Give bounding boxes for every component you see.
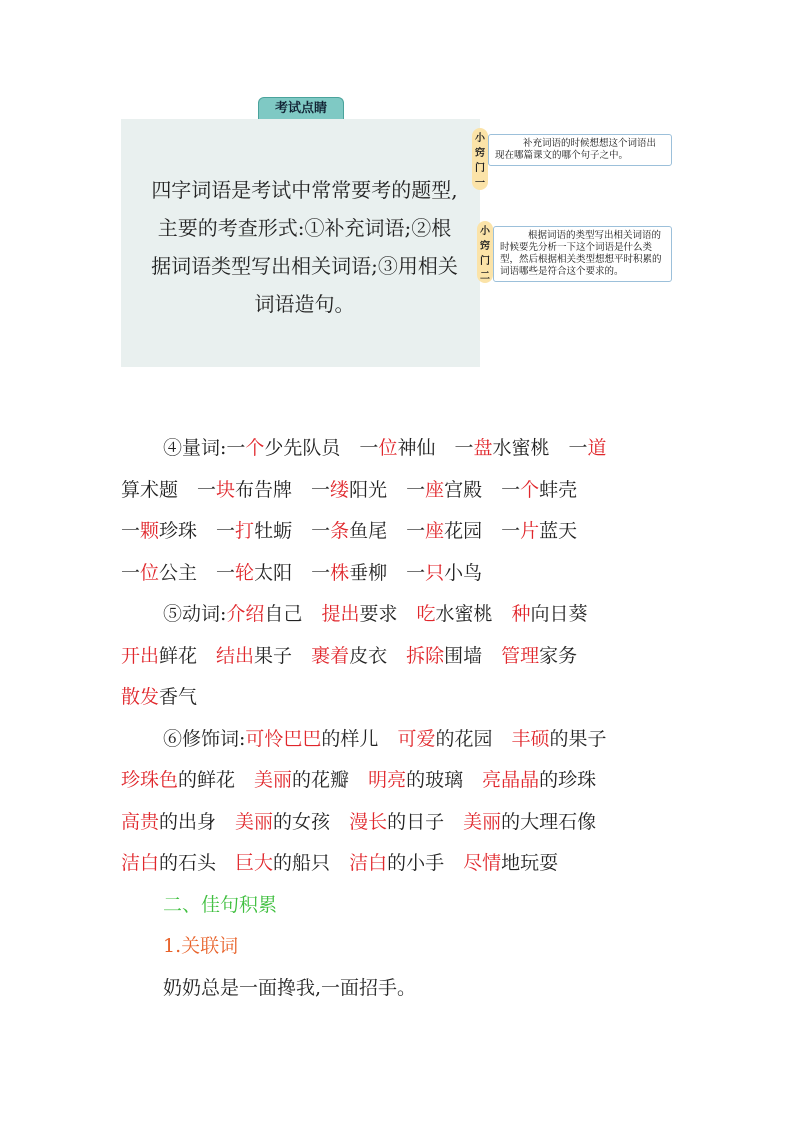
highlighted-word: 珍珠色 [121,769,179,791]
highlighted-word: 巨大 [235,852,274,874]
text-line [121,843,681,885]
text-segment: 一 [121,561,141,584]
text-segment: 的小手 [387,852,464,874]
text-segment: 奶奶总是一面搀我,一面招手。 [163,976,417,999]
text-segment: 宫殿 一 [444,478,521,501]
highlighted-word: 可爱 [397,727,436,750]
highlighted-word: 打 [235,520,255,542]
highlighted-word: 轮 [235,561,255,584]
text-line [121,428,681,470]
text-segment: 一 [121,520,141,542]
text-segment: 公主 一 [159,561,236,584]
text-segment: 水蜜桃 一 [492,437,588,459]
highlighted-word: 丰硕 [511,727,550,750]
exam-tips-tab: 考试点睛 [258,97,344,120]
text-segment: 的出身 [159,810,236,833]
text-line [121,926,681,968]
text-line [121,470,681,512]
text-segment: 的石头 [159,852,236,874]
text-line [121,636,681,678]
text-segment: 阳光 一 [349,478,426,501]
text-segment: 牡蛎 一 [254,520,331,542]
text-segment: 蚌壳 [539,478,578,501]
vocabulary-body [121,428,681,1009]
text-segment: 的花园 [435,727,512,750]
text-segment: ⑥修饰词: [163,727,246,750]
text-line [121,511,681,553]
text-segment: 鲜花 [159,644,217,667]
text-line [121,719,681,761]
highlighted-word: 座 [425,520,445,542]
text-segment: 1.关联词 [163,935,239,957]
text-segment: 的船只 [273,852,350,874]
text-segment: 的花瓣 [292,769,369,791]
text-segment: 花园 一 [444,520,521,542]
highlighted-word: 裹着 [311,644,350,667]
highlighted-word: 株 [330,561,350,584]
highlighted-word: 位 [140,561,160,584]
text-segment: 围墙 [444,644,502,667]
highlighted-word: 盘 [473,437,493,459]
highlighted-word: 明亮 [368,769,407,791]
exam-tips-box [121,119,480,367]
text-segment: 的女孩 [273,810,350,833]
text-segment: 地玩耍 [501,852,559,874]
highlighted-word: 提出 [321,603,360,625]
text-segment: 的样儿 [321,727,398,750]
text-segment: 自己 [264,603,322,625]
highlighted-word: 道 [587,437,607,459]
text-segment: 香气 [159,686,198,708]
highlighted-word: 可怜巴巴 [245,727,322,750]
text-segment: 向日葵 [530,603,588,625]
exam-tips-text: 四字词语是考试中常常要考的题型,主要的考查形式:①补充词语;②根据词语类型写出相关词语;③用相关词语造句。 [151,178,458,316]
highlighted-word: 种 [511,603,531,625]
highlighted-word: 洁白 [349,852,388,874]
highlighted-word: 洁白 [121,852,160,874]
tip-one-label: 小窍门一 [472,128,488,190]
text-segment: 水蜜桃 [435,603,512,625]
highlighted-word: 块 [216,478,236,501]
text-segment: 神仙 一 [397,437,474,459]
text-segment: ⑤动词: [163,603,227,625]
text-segment: 布告牌 一 [235,478,331,501]
highlighted-word: 散发 [121,686,160,708]
text-segment: 算术题 一 [121,478,217,501]
highlighted-word: 座 [425,478,445,501]
highlighted-word: 颗 [140,520,160,542]
tip-two-label: 小窍门二 [477,221,493,283]
tip-one-text: 补充词语的时候想想这个词语出现在哪篇课文的哪个句子之中。 [488,134,672,166]
text-segment: 要求 [359,603,417,625]
text-segment: 少先队员 一 [264,437,379,459]
text-segment: 珍珠 一 [159,520,236,542]
highlighted-word: 位 [378,437,398,459]
text-segment: 的日子 [387,810,464,833]
text-segment: 皮衣 [349,644,407,667]
text-segment: 蓝天 [539,520,578,542]
highlighted-word: 开出 [121,644,160,667]
text-segment: 的果子 [549,727,607,750]
highlighted-word: 管理 [501,644,540,667]
highlighted-word: 美丽 [463,810,502,833]
text-segment: 小鸟 [444,561,483,584]
text-segment: 家务 [539,644,578,667]
highlighted-word: 美丽 [235,810,274,833]
highlighted-word: 尽情 [463,852,502,874]
highlighted-word: 吃 [416,603,436,625]
text-line [121,677,681,719]
text-segment: 太阳 一 [254,561,331,584]
text-line [121,760,681,802]
text-line [121,802,681,844]
text-line [121,594,681,636]
highlighted-word: 片 [520,520,540,542]
text-line [121,968,681,1010]
highlighted-word: 漫长 [349,810,388,833]
highlighted-word: 美丽 [254,769,293,791]
tip-two-text: 根据词语的类型写出相关词语的时候要先分析一下这个词语是什么类型，然后根据相关类型想想平时积累的词语哪些是符合这个要求的。 [493,226,672,282]
highlighted-word: 条 [330,520,350,542]
text-segment: 二、佳句积累 [163,893,278,916]
text-segment: 的玻璃 [406,769,483,791]
highlighted-word: 结出 [216,644,255,667]
highlighted-word: 介绍 [226,603,265,625]
text-line [121,553,681,595]
text-segment: 的大理石像 [501,810,597,833]
highlighted-word: 个 [520,478,540,501]
text-segment: 果子 [254,644,312,667]
highlighted-word: 缕 [330,478,350,501]
highlighted-word: 个 [245,437,265,459]
highlighted-word: 只 [425,561,445,584]
highlighted-word: 亮晶晶 [482,769,540,791]
highlighted-word: 高贵 [121,810,160,833]
text-segment: ④量词:一 [163,437,246,459]
text-segment: 垂柳 一 [349,561,426,584]
text-segment: 的鲜花 [178,769,255,791]
text-line [121,885,681,927]
text-segment: 鱼尾 一 [349,520,426,542]
text-segment: 的珍珠 [539,769,597,791]
highlighted-word: 拆除 [406,644,445,667]
